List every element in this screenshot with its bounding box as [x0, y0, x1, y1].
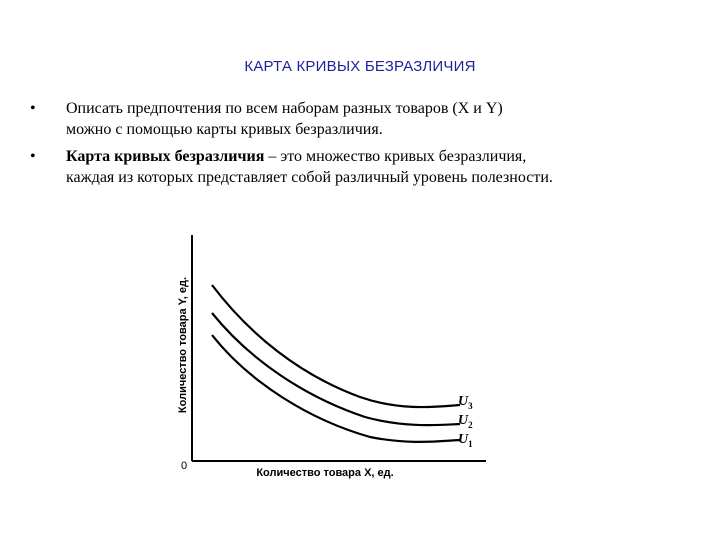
bullet-text-line: каждая из которых представляет собой различный уровень полезности. — [66, 169, 553, 186]
bullet-list — [30, 98, 710, 194]
bullet-item-1 — [30, 98, 710, 140]
curve-label-u3 — [458, 394, 473, 411]
indifference-map-diagram — [160, 225, 500, 485]
curve-subscript: 1 — [468, 439, 473, 449]
curve-label-u1 — [458, 432, 473, 449]
indifference-curve-u2 — [212, 313, 460, 425]
bullet-bold-term: Карта кривых безразличия — [66, 148, 265, 165]
slide-title: КАРТА КРИВЫХ БЕЗРАЗЛИЧИЯ — [244, 58, 476, 75]
curve-subscript: 3 — [468, 401, 473, 411]
y-axis-label: Количество товара Y, ед. — [177, 276, 189, 414]
bullet-marker: • — [30, 100, 36, 117]
curve-symbol: U — [458, 432, 469, 447]
bullet-text-line: Описать предпочтения по всем наборам разных товаров (X и Y) — [66, 100, 503, 117]
bullet-text-line: можно с помощью карты кривых безразличия. — [66, 121, 383, 138]
indifference-map-figure — [160, 225, 500, 485]
bullet-text-line: – это множество кривых безразличия, — [264, 148, 527, 165]
bullet-item-2 — [30, 146, 710, 188]
curve-symbol: U — [458, 394, 469, 409]
curve-subscript: 2 — [468, 420, 473, 430]
curve-label-u2 — [458, 413, 473, 430]
bullet-marker: • — [30, 148, 36, 165]
x-axis-label: Количество товара X, ед. — [256, 467, 394, 479]
curve-symbol: U — [458, 413, 469, 428]
indifference-curve-u3 — [212, 285, 460, 407]
origin-label: 0 — [180, 460, 188, 472]
